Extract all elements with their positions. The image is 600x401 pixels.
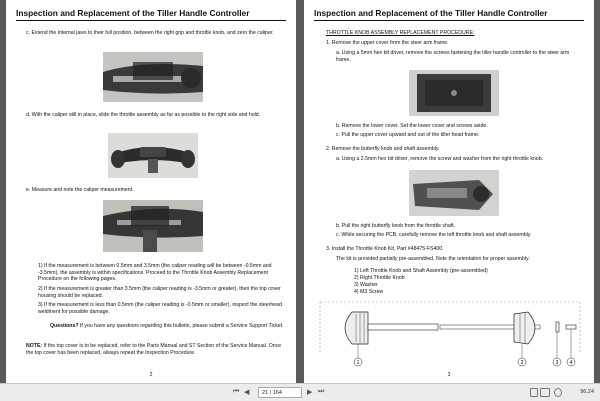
two-page-view-icon[interactable] [540, 388, 550, 397]
kit-item: 2) Right Throttle Knob [354, 275, 405, 281]
step-e-text: e. Measure and note the caliper measurement. [26, 187, 134, 193]
single-page-view-icon[interactable] [530, 388, 538, 397]
note-text: If the top cover is to be replaced, refer to the Parts Manual and ST Section of the Service Manual. Once the top cover has been replaced, always repeat the Inspection Procedure. [26, 343, 282, 356]
step-2a-text: a. Using a 2.5mm hex bit driver, remove the screw and washer from the right throttle knob. [336, 156, 544, 162]
kit-item: 3) Washer [354, 282, 378, 288]
callout-2: 2 [520, 360, 524, 366]
step-1a-text: a. Using a 5mm hex bit driver, remove the screws fastening the tiller handle controller to the steer arm frame. [336, 50, 570, 63]
page-number: 3 [447, 372, 451, 378]
page-title: Inspection and Replacement of the Tiller Handle Controller [16, 8, 286, 21]
questions-paragraph [50, 323, 284, 330]
zoom-level[interactable]: 96.24 [580, 389, 594, 395]
step-c-text: c. Extend the internal jaws to their full position, between the right grip and throttle knob, and zero the caliper. [26, 30, 274, 36]
zoom-icon[interactable] [554, 388, 562, 397]
washer-shape [556, 322, 559, 332]
screw-shape [566, 325, 576, 329]
throttle-kit-diagram [318, 298, 588, 370]
callout-3: 3 [555, 360, 559, 366]
caliper-photo [103, 52, 203, 102]
right-throttle-knob-shape [514, 312, 535, 344]
document-page-right [304, 0, 594, 383]
questions-label: Questions? [50, 323, 79, 329]
note-label: NOTE: [26, 343, 43, 349]
section-heading: THROTTLE KNOB ASSEMBLY REPLACEMENT PROCEDURE: [326, 30, 475, 36]
step-1c-text: c. Pull the upper cover upward and out of the tiller head frame. [336, 132, 480, 138]
next-page-button[interactable]: ▶ [307, 389, 313, 396]
step-d-text: d. With the caliper still in place, slide the throttle assembly as far as possible to the right side and hold. [26, 112, 261, 118]
measurement-note-3: 3) If the measurement is less than 0.5mm (the caliper reading is -0.5mm or smaller), inspect the steerhead weldment for possible damage. [38, 302, 282, 315]
document-page-left [6, 0, 296, 383]
viewer-toolbar [0, 383, 600, 401]
step-1-text: 1. Remove the upper cover from the steer arm frame. [326, 40, 449, 46]
step-2-text: 2. Remove the butterfly knob and shaft assembly. [326, 146, 440, 152]
last-page-button[interactable]: ⏭ [318, 388, 325, 395]
throttle-assembly-photo [108, 133, 198, 178]
kit-item: 1) Left Throttle Knob and Shaft Assembly (pre-assembled) [354, 268, 488, 274]
throttle-knob-photo [409, 170, 499, 216]
measurement-note-1: 1) If the measurement is between 0.5mm and 3.5mm (the caliper reading will be between -0.5mm and -3.5mm), the assembly is within specifications. Proceed to the Throttle Knob Assembly Replacement Procedure on the following pages. [38, 263, 272, 283]
first-page-button[interactable]: ⏮ [233, 388, 240, 395]
page-number: 2 [149, 372, 153, 378]
step-1b-text: b. Remove the lower cover. Set the lower cover and screws aside. [336, 123, 488, 129]
page-title: Inspection and Replacement of the Tiller Handle Controller [314, 8, 584, 21]
upper-cover-photo [409, 70, 499, 116]
callout-4: 4 [569, 360, 573, 366]
step-2c-text: c. While securing the PCB, carefully remove the left throttle knob and shaft assembly. [336, 232, 532, 238]
step-2b-text: b. Pull the right butterfly knob from the throttle shaft. [336, 223, 456, 229]
previous-page-button[interactable]: ◀ [244, 389, 250, 396]
measurement-note-2: 2) If the measurement is greater than 3.5mm (the caliper reading is -3.5mm or greater), then the top cover housing should be replaced. [38, 286, 281, 299]
questions-text: If you have any questions regarding this bulletin, please submit a Service Support Ticket. [78, 323, 284, 329]
step-3-text: 3. Install the Throttle Knob Kit, Part #48475-FS400. [326, 246, 444, 252]
measurement-photo [103, 200, 203, 252]
left-throttle-knob-shape [345, 312, 540, 344]
kit-intro-text: The kit is provided partially pre-assembled. Note the orientation for proper assembly. [336, 256, 530, 262]
note-paragraph [26, 343, 284, 356]
callout-1: 1 [356, 360, 360, 366]
kit-item: 4) M3 Screw [354, 289, 384, 295]
page-number-input[interactable] [258, 387, 302, 398]
